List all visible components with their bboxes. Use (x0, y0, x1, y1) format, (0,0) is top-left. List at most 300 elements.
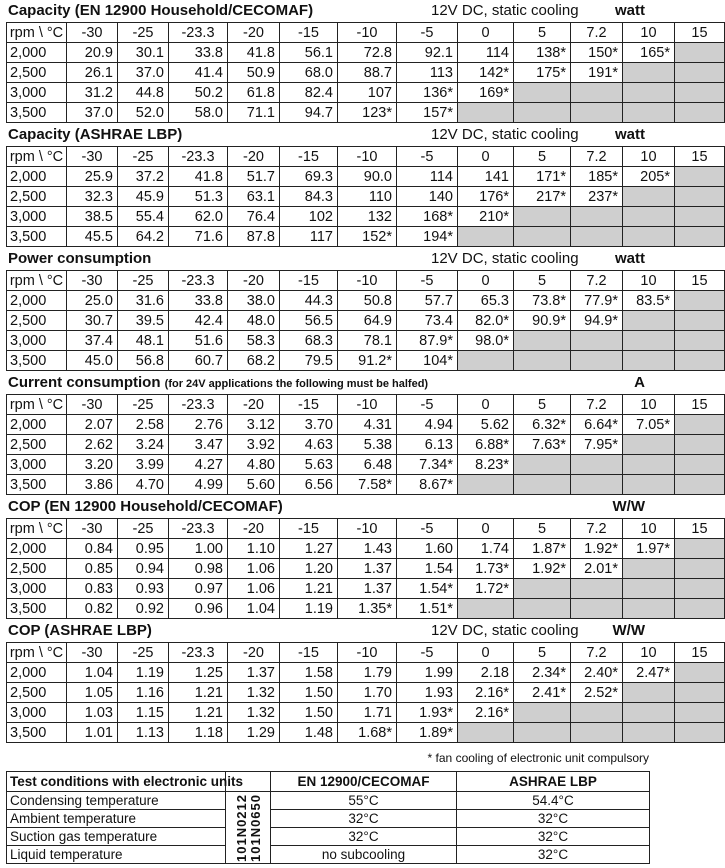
data-cell: 1.15 (118, 703, 169, 723)
empty-cell (623, 599, 675, 619)
table-row (7, 539, 725, 559)
data-cell: 1.06 (228, 559, 280, 579)
data-cell: 6.56 (280, 475, 338, 495)
rpm-label: 2,000 (7, 291, 67, 311)
empty-cell (514, 103, 571, 123)
data-cell: 1.27 (280, 539, 338, 559)
condition-en-value: 32°C (271, 810, 457, 828)
temperature-header: 5 (514, 519, 571, 539)
data-cell: 69.3 (280, 167, 338, 187)
data-cell: 0.82 (67, 599, 118, 619)
data-cell: 1.01 (67, 723, 118, 743)
section-header (6, 496, 649, 518)
temperature-header: 15 (675, 395, 725, 415)
temperature-header: -30 (67, 519, 118, 539)
empty-cell (571, 207, 623, 227)
empty-cell (514, 227, 571, 247)
empty-cell (675, 539, 725, 559)
empty-cell (623, 103, 675, 123)
rpm-label: 3,000 (7, 331, 67, 351)
data-cell: 71.6 (169, 227, 228, 247)
data-table (6, 146, 725, 247)
table-row (7, 167, 725, 187)
data-cell: 169* (458, 83, 514, 103)
temperature-header: -15 (280, 23, 338, 43)
empty-cell (571, 475, 623, 495)
test-condition-label: 12V DC, static cooling (431, 2, 579, 19)
data-cell: 1.74 (458, 539, 514, 559)
empty-cell (675, 43, 725, 63)
data-cell: 8.23* (458, 455, 514, 475)
temperature-header: -20 (228, 519, 280, 539)
data-cell: 1.06 (228, 579, 280, 599)
test-conditions-table (6, 771, 650, 864)
data-cell: 1.58 (280, 663, 338, 683)
section-title-text: COP (ASHRAE LBP) (8, 622, 152, 639)
temperature-header: -10 (338, 643, 397, 663)
data-cell: 58.0 (169, 103, 228, 123)
empty-cell (675, 311, 725, 331)
data-cell: 117 (280, 227, 338, 247)
empty-cell (675, 475, 725, 495)
data-cell: 63.1 (228, 187, 280, 207)
data-cell: 3.92 (228, 435, 280, 455)
data-cell: 33.8 (169, 43, 228, 63)
data-cell: 2.07 (67, 415, 118, 435)
empty-cell (514, 579, 571, 599)
temperature-header: 5 (514, 23, 571, 43)
empty-cell (675, 579, 725, 599)
data-cell: 7.05* (623, 415, 675, 435)
data-cell: 138* (514, 43, 571, 63)
data-cell: 194* (397, 227, 458, 247)
temperature-header: -25 (118, 395, 169, 415)
data-cell: 0.94 (118, 559, 169, 579)
temperature-header: -15 (280, 395, 338, 415)
data-cell: 25.0 (67, 291, 118, 311)
data-cell: 3.99 (118, 455, 169, 475)
data-cell: 0.85 (67, 559, 118, 579)
data-cell: 57.7 (397, 291, 458, 311)
empty-cell (623, 435, 675, 455)
temperature-header: -5 (397, 271, 458, 291)
data-cell: 6.48 (338, 455, 397, 475)
data-cell: 191* (571, 63, 623, 83)
table-row (7, 415, 725, 435)
empty-cell (514, 207, 571, 227)
data-cell: 1.37 (338, 559, 397, 579)
temperature-header: -15 (280, 271, 338, 291)
data-cell: 104* (397, 351, 458, 371)
en12900-column-header: EN 12900/CECOMAF (271, 772, 457, 792)
data-cell: 48.1 (118, 331, 169, 351)
section-note: (for 24V applications the following must be halfed) (164, 378, 429, 390)
data-cell: 237* (571, 187, 623, 207)
data-cell: 205* (623, 167, 675, 187)
rpm-label: 3,500 (7, 103, 67, 123)
empty-cell (675, 63, 725, 83)
empty-cell (623, 455, 675, 475)
empty-cell (623, 311, 675, 331)
data-cell: 38.0 (228, 291, 280, 311)
temperature-header: -5 (397, 519, 458, 539)
rpm-label: 2,000 (7, 415, 67, 435)
table-row (7, 579, 725, 599)
data-cell: 31.6 (118, 291, 169, 311)
data-cell: 1.73* (458, 559, 514, 579)
data-cell: 7.63* (514, 435, 571, 455)
header-row (7, 271, 725, 291)
rpm-label: 3,000 (7, 455, 67, 475)
empty-cell (571, 227, 623, 247)
temperature-header: -25 (118, 23, 169, 43)
temperature-header: -10 (338, 519, 397, 539)
table-row (7, 683, 725, 703)
data-cell: 62.0 (169, 207, 228, 227)
temperature-header: 0 (458, 23, 514, 43)
condition-label: Ambient temperature (7, 810, 226, 828)
data-cell: 0.83 (67, 579, 118, 599)
rpm-label: 2,500 (7, 187, 67, 207)
data-cell: 94.9* (571, 311, 623, 331)
data-cell: 107 (338, 83, 397, 103)
temperature-header: 7.2 (571, 271, 623, 291)
empty-cell (571, 331, 623, 351)
header-row (7, 147, 725, 167)
data-cell: 0.92 (118, 599, 169, 619)
data-cell: 6.13 (397, 435, 458, 455)
empty-cell (675, 291, 725, 311)
empty-cell (623, 579, 675, 599)
unit-label: A (634, 374, 645, 391)
table-row (7, 663, 725, 683)
section-header (6, 248, 649, 270)
rpm-label: 2,000 (7, 539, 67, 559)
data-cell: 6.32* (514, 415, 571, 435)
empty-cell (675, 187, 725, 207)
empty-cell (458, 475, 514, 495)
rpm-label: 2,000 (7, 663, 67, 683)
temperature-header: -23.3 (169, 23, 228, 43)
data-cell: 1.68* (338, 723, 397, 743)
data-cell: 64.9 (338, 311, 397, 331)
header-row (7, 643, 725, 663)
table-row (7, 311, 725, 331)
rpm-label: 2,500 (7, 63, 67, 83)
data-cell: 68.0 (280, 63, 338, 83)
empty-cell (571, 723, 623, 743)
empty-cell (458, 227, 514, 247)
data-cell: 152* (338, 227, 397, 247)
model-number: 101N0650 (247, 793, 263, 862)
data-cell: 1.37 (338, 579, 397, 599)
temperature-header: -15 (280, 519, 338, 539)
temperature-header: -25 (118, 147, 169, 167)
unit-label: watt (615, 2, 645, 19)
data-cell: 90.0 (338, 167, 397, 187)
temperature-header: -5 (397, 395, 458, 415)
data-cell: 1.89* (397, 723, 458, 743)
data-cell: 1.79 (338, 663, 397, 683)
data-cell: 1.43 (338, 539, 397, 559)
data-table (6, 394, 725, 495)
rpm-label: 3,000 (7, 703, 67, 723)
empty-cell (514, 331, 571, 351)
data-cell: 68.3 (280, 331, 338, 351)
condition-en-value: 55°C (271, 792, 457, 810)
temperature-header: -23.3 (169, 271, 228, 291)
data-cell: 0.97 (169, 579, 228, 599)
temperature-header: -25 (118, 519, 169, 539)
data-cell: 1.54* (397, 579, 458, 599)
rpm-label: 3,500 (7, 227, 67, 247)
data-cell: 5.60 (228, 475, 280, 495)
empty-cell (514, 703, 571, 723)
performance-section (6, 372, 708, 495)
data-cell: 1.13 (118, 723, 169, 743)
rpm-label: 2,500 (7, 435, 67, 455)
section-title-text: Power consumption (8, 250, 152, 267)
temperature-header: 7.2 (571, 519, 623, 539)
model-number: 101N0212 (233, 793, 249, 862)
data-cell: 42.4 (169, 311, 228, 331)
data-cell: 71.1 (228, 103, 280, 123)
data-cell: 25.9 (67, 167, 118, 187)
data-cell: 123* (338, 103, 397, 123)
temperature-header: 10 (623, 643, 675, 663)
data-cell: 51.7 (228, 167, 280, 187)
table-row (7, 703, 725, 723)
data-cell: 185* (571, 167, 623, 187)
empty-cell (623, 723, 675, 743)
rpm-label: 3,000 (7, 83, 67, 103)
data-cell: 61.8 (228, 83, 280, 103)
data-cell: 88.7 (338, 63, 397, 83)
temperature-header: -5 (397, 23, 458, 43)
section-header (6, 124, 649, 146)
data-cell: 45.9 (118, 187, 169, 207)
data-cell: 3.12 (228, 415, 280, 435)
data-cell: 41.8 (169, 167, 228, 187)
data-cell: 58.3 (228, 331, 280, 351)
data-cell: 44.8 (118, 83, 169, 103)
data-cell: 41.8 (228, 43, 280, 63)
data-cell: 0.93 (118, 579, 169, 599)
data-cell: 1.05 (67, 683, 118, 703)
data-cell: 48.0 (228, 311, 280, 331)
data-cell: 1.93 (397, 683, 458, 703)
data-cell: 4.31 (338, 415, 397, 435)
data-cell: 2.34* (514, 663, 571, 683)
data-cell: 142* (458, 63, 514, 83)
rpm-label: 2,000 (7, 167, 67, 187)
header-row (7, 23, 725, 43)
temperature-header: -30 (67, 23, 118, 43)
empty-cell (675, 455, 725, 475)
empty-cell (458, 599, 514, 619)
data-cell: 77.9* (571, 291, 623, 311)
data-cell: 41.4 (169, 63, 228, 83)
data-cell: 60.7 (169, 351, 228, 371)
empty-cell (675, 167, 725, 187)
data-cell: 82.0* (458, 311, 514, 331)
unit-label: W/W (612, 498, 645, 515)
table-row (7, 63, 725, 83)
temperature-header: 15 (675, 643, 725, 663)
data-cell: 165* (623, 43, 675, 63)
data-cell: 1.19 (280, 599, 338, 619)
data-cell: 1.51* (397, 599, 458, 619)
data-cell: 37.2 (118, 167, 169, 187)
empty-cell (675, 683, 725, 703)
data-cell: 1.60 (397, 539, 458, 559)
empty-cell (623, 227, 675, 247)
empty-cell (675, 415, 725, 435)
data-cell: 38.5 (67, 207, 118, 227)
data-cell: 1.00 (169, 539, 228, 559)
section-header (6, 620, 649, 642)
empty-cell (675, 207, 725, 227)
data-table (6, 518, 725, 619)
empty-cell (675, 435, 725, 455)
data-cell: 31.2 (67, 83, 118, 103)
data-cell: 176* (458, 187, 514, 207)
temperature-header: 15 (675, 519, 725, 539)
data-cell: 102 (280, 207, 338, 227)
temperature-header: 5 (514, 643, 571, 663)
data-cell: 83.5* (623, 291, 675, 311)
empty-cell (675, 351, 725, 371)
data-cell: 3.24 (118, 435, 169, 455)
data-cell: 7.34* (397, 455, 458, 475)
data-cell: 84.3 (280, 187, 338, 207)
performance-section (6, 248, 708, 371)
temperature-header: 5 (514, 271, 571, 291)
data-cell: 2.58 (118, 415, 169, 435)
data-cell: 5.62 (458, 415, 514, 435)
data-cell: 210* (458, 207, 514, 227)
data-cell: 4.70 (118, 475, 169, 495)
performance-section (6, 496, 708, 619)
data-cell: 0.95 (118, 539, 169, 559)
data-cell: 33.8 (169, 291, 228, 311)
data-cell: 55.4 (118, 207, 169, 227)
data-cell: 5.63 (280, 455, 338, 475)
data-cell: 171* (514, 167, 571, 187)
data-cell: 7.95* (571, 435, 623, 455)
section-header (6, 372, 649, 394)
data-cell: 5.38 (338, 435, 397, 455)
data-cell: 51.6 (169, 331, 228, 351)
data-cell: 4.63 (280, 435, 338, 455)
temperature-header: 7.2 (571, 147, 623, 167)
section-title (8, 372, 428, 395)
data-cell: 1.16 (118, 683, 169, 703)
model-numbers (226, 792, 271, 864)
data-cell: 1.92* (514, 559, 571, 579)
data-cell: 56.1 (280, 43, 338, 63)
performance-section (6, 0, 708, 123)
empty-cell (571, 599, 623, 619)
empty-cell (571, 83, 623, 103)
section-title (8, 620, 152, 642)
temperature-header: 5 (514, 147, 571, 167)
data-cell: 56.8 (118, 351, 169, 371)
condition-label: Condensing temperature (7, 792, 226, 810)
rpm-label: 3,500 (7, 351, 67, 371)
temperature-header: -25 (118, 271, 169, 291)
data-cell: 50.9 (228, 63, 280, 83)
data-cell: 1.97* (623, 539, 675, 559)
data-cell: 2.52* (571, 683, 623, 703)
temperature-header: 0 (458, 643, 514, 663)
rpm-label: 3,000 (7, 207, 67, 227)
data-cell: 1.70 (338, 683, 397, 703)
data-table (6, 642, 725, 743)
empty-cell (623, 187, 675, 207)
data-cell: 8.67* (397, 475, 458, 495)
empty-cell (571, 351, 623, 371)
data-cell: 39.5 (118, 311, 169, 331)
empty-cell (623, 331, 675, 351)
condition-en-value: 32°C (271, 828, 457, 846)
data-cell: 3.20 (67, 455, 118, 475)
data-cell: 37.0 (118, 63, 169, 83)
rpm-label: 2,500 (7, 311, 67, 331)
unit-label: W/W (612, 622, 645, 639)
rpm-label: 3,500 (7, 475, 67, 495)
data-cell: 73.4 (397, 311, 458, 331)
temperature-header: -15 (280, 643, 338, 663)
temperature-header: -20 (228, 395, 280, 415)
data-cell: 2.41* (514, 683, 571, 703)
data-cell: 1.93* (397, 703, 458, 723)
temperature-header: -23.3 (169, 643, 228, 663)
data-cell: 1.99 (397, 663, 458, 683)
data-cell: 150* (571, 43, 623, 63)
empty-cell (514, 83, 571, 103)
unit-label: watt (615, 126, 645, 143)
data-cell: 44.3 (280, 291, 338, 311)
data-cell: 0.84 (67, 539, 118, 559)
empty-cell (623, 83, 675, 103)
rpm-label: 2,000 (7, 43, 67, 63)
data-cell: 2.40* (571, 663, 623, 683)
table-row (7, 43, 725, 63)
table-row (7, 103, 725, 123)
unit-label: watt (615, 250, 645, 267)
empty-cell (571, 579, 623, 599)
data-cell: 110 (338, 187, 397, 207)
condition-ashrae-value: 54.4°C (457, 792, 650, 810)
temperature-header: -23.3 (169, 519, 228, 539)
temperature-header: -20 (228, 23, 280, 43)
temperature-header: 15 (675, 271, 725, 291)
data-cell: 2.01* (571, 559, 623, 579)
data-cell: 1.04 (228, 599, 280, 619)
row-label-header: rpm \ °C (7, 271, 67, 291)
temperature-header: -30 (67, 395, 118, 415)
table-row (7, 187, 725, 207)
temperature-header: -5 (397, 643, 458, 663)
row-label-header: rpm \ °C (7, 395, 67, 415)
data-cell: 1.25 (169, 663, 228, 683)
data-cell: 1.54 (397, 559, 458, 579)
row-label-header: rpm \ °C (7, 23, 67, 43)
empty-cell (675, 599, 725, 619)
rpm-label: 2,500 (7, 683, 67, 703)
data-cell: 1.37 (228, 663, 280, 683)
